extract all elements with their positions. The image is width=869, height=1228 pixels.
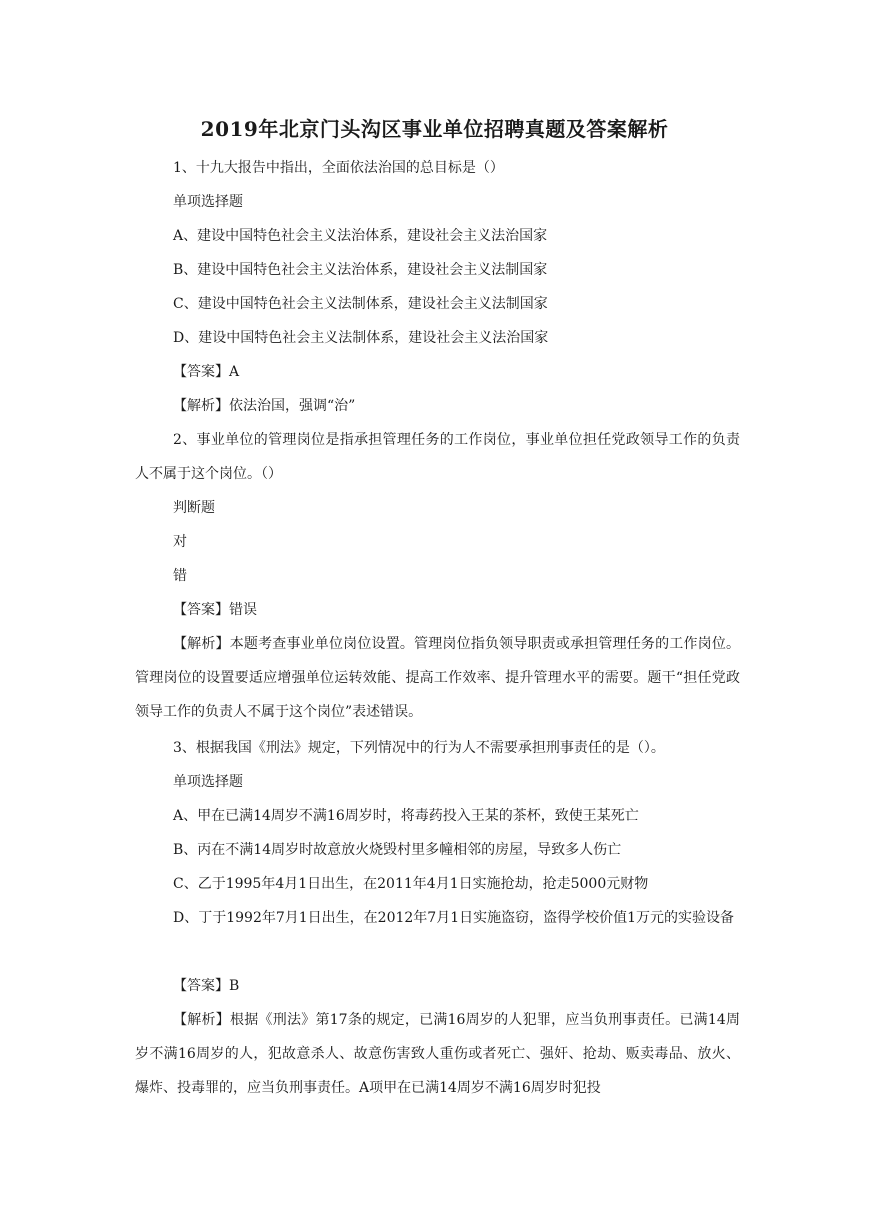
q1-option-d: D、建设中国特色社会主义法制体系，建设社会主义法治国家 (173, 330, 549, 346)
q1-stem: 1、十九大报告中指出，全面依法治国的总目标是（） (173, 160, 504, 176)
q3-option-b: B、丙在不满14周岁时故意放火烧毁村里多幢相邻的房屋，导致多人伤亡 (173, 842, 622, 858)
q3-option-c: C、乙于1995年4月1日出生，在2011年4月1日实施抢劫，抢走5000元财物 (173, 876, 649, 892)
q1-option-c: C、建设中国特色社会主义法制体系，建设社会主义法制国家 (173, 296, 548, 312)
q2-analysis: 【解析】本题考查事业单位岗位设置。管理岗位指负领导职责或承担管理任务的工作岗位。管理岗位的设置要适应增强单位运转效能、提高工作效率、提升管理水平的需要。题干“担任党政领导工作的负责人不属于这个岗位”表述错误。 (135, 636, 740, 720)
q3-type: 单项选择题 (173, 774, 243, 790)
q3-analysis: 【解析】根据《刑法》第17条的规定，已满16周岁的人犯罪，应当负刑事责任。已满14周岁不满16周岁的人，犯故意杀人、故意伤害致人重伤或者死亡、强奸、抢劫、贩卖毒品、放火、爆炸、投毒罪的，应当负刑事责任。A项甲在已满14周岁不满16周岁时犯投 (135, 1012, 740, 1096)
q2-option-true: 对 (173, 534, 187, 550)
q2-option-false: 错 (173, 568, 187, 584)
q2-answer: 【答案】错误 (173, 602, 257, 618)
q1-analysis: 【解析】依法治国，强调“治” (173, 398, 356, 414)
q3-stem: 3、根据我国《刑法》规定，下列情况中的行为人不需要承担刑事责任的是（）。 (173, 740, 665, 756)
q3-option-d: D、丁于1992年7月1日出生，在2012年7月1日实施盗窃，盗得学校价值1万元的实验设备 (173, 910, 735, 926)
q2-type: 判断题 (173, 500, 215, 516)
q1-answer: 【答案】A (173, 364, 240, 380)
q1-option-a: A、建设中国特色社会主义法治体系，建设社会主义法治国家 (173, 228, 548, 244)
q2-stem: 2、事业单位的管理岗位是指承担管理任务的工作岗位，事业单位担任党政领导工作的负责人不属于这个岗位。（） (135, 432, 740, 482)
document-title: 2019年北京门头沟区事业单位招聘真题及答案解析 (200, 117, 669, 141)
q3-answer: 【答案】B (173, 978, 240, 994)
q3-option-a: A、甲在已满14周岁不满16周岁时，将毒药投入王某的茶杯，致使王某死亡 (173, 808, 639, 824)
q1-option-b: B、建设中国特色社会主义法治体系，建设社会主义法制国家 (173, 262, 548, 278)
q1-type: 单项选择题 (173, 194, 243, 210)
